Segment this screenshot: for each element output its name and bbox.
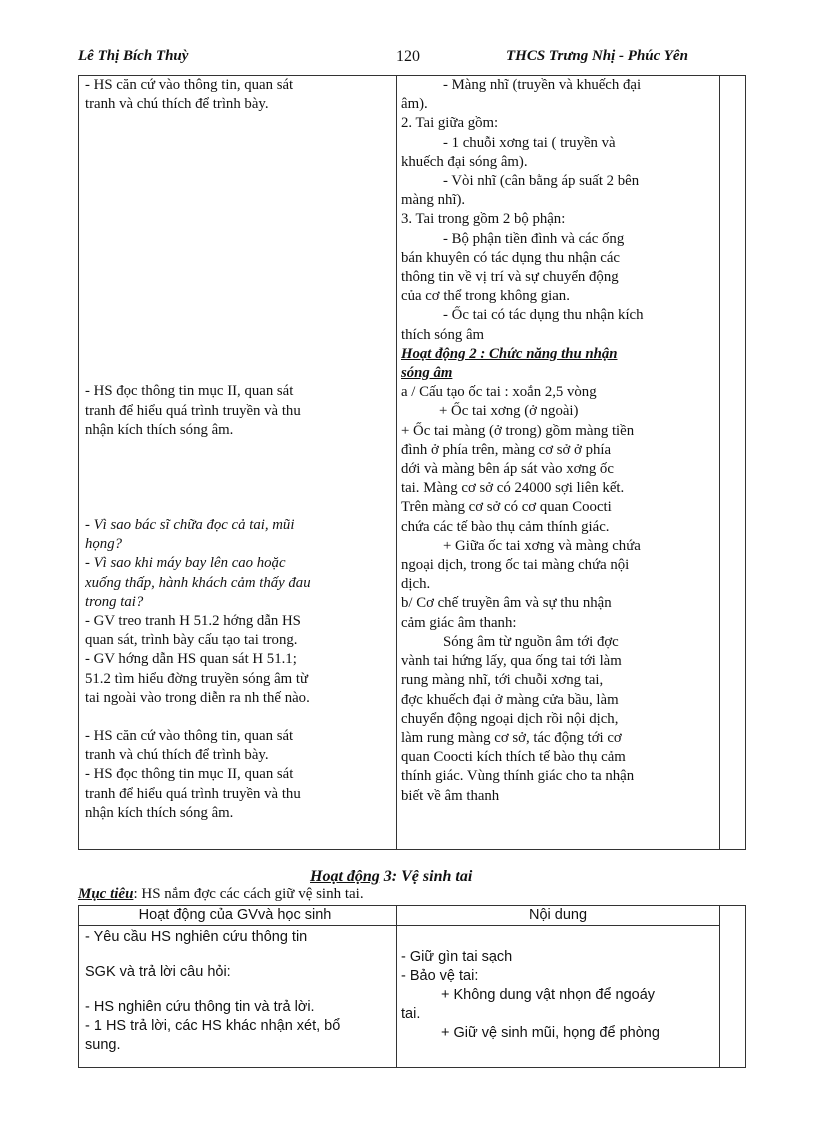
hygiene-table [78, 905, 746, 1068]
left-line: quan sát, trình bày cấu tạo tai trong. [85, 632, 298, 649]
section-3-objective [78, 886, 364, 903]
table2-right-line [719, 906, 720, 1067]
header-activity: Hoạt động của GVvà học sinh [138, 907, 332, 923]
right-line: + Giữa ốc tai xơng và màng chứa [443, 537, 641, 554]
right-line: - 1 chuỗi xơng tai ( truyền và [443, 134, 616, 151]
right-line: thính giác. Vùng thính giác cho ta nhận [401, 768, 635, 785]
t2-right-line: tai. [401, 1006, 421, 1022]
right-line: cảm giác âm thanh: [401, 614, 517, 631]
left-line: tranh và chú thích để trình bày. [85, 747, 269, 764]
left-line: trong tai? [85, 593, 144, 610]
right-line: + Ốc tai màng (ở trong) gồm màng tiền [401, 422, 635, 439]
right-line: - Ốc tai có tác dụng thu nhận kích [443, 307, 644, 324]
left-line: tranh và chú thích để trình bày. [85, 96, 269, 113]
left-line: - GV treo tranh H 51.2 hớng dẫn HS [85, 613, 301, 630]
left-line: - Vì sao khi máy bay lên cao hoặc [85, 555, 286, 572]
section-3-title-prefix: Hoạt động [310, 868, 380, 885]
right-line: bán khuyên có tác dụng thu nhận các [401, 249, 620, 266]
left-line: - HS đọc thông tin mục II, quan sát [85, 766, 294, 783]
t2-right-line: + Giữ vệ sinh mũi, họng để phòng [441, 1025, 660, 1041]
activity-2-heading: Hoạt động 2 : Chức năng thu nhận [401, 345, 618, 362]
section-3-title-suffix: 3: Vệ sinh tai [379, 868, 473, 885]
right-line: ngoại dịch, trong ốc tai màng chứa nội [401, 557, 630, 574]
right-line: tai. Màng cơ sở có 24000 sợi liên kết. [401, 480, 625, 497]
right-line: âm). [401, 96, 428, 113]
section-3-title [310, 868, 472, 886]
right-line: của cơ thể trong không gian. [401, 288, 570, 305]
t2-right-line: - Bảo vệ tai: [401, 968, 479, 984]
t2-left-line: sung. [85, 1037, 121, 1053]
right-line: thích sóng âm [401, 326, 485, 343]
right-line: Sóng âm từ nguồn âm tới đợc [443, 633, 619, 650]
right-line: - Vòi nhĩ (cân bằng áp suất 2 bên [443, 173, 640, 190]
right-line: 2. Tai giữa gồm: [401, 115, 499, 132]
left-line: tranh để hiểu quá trình truyền và thu [85, 785, 301, 802]
activity-2-heading-cont: sóng âm [401, 365, 453, 382]
left-line: 51.2 tìm hiểu đờng truyền sóng âm từ [85, 670, 308, 687]
left-line: - Vì sao bác sĩ chữa đọc cả tai, mũi [85, 517, 295, 534]
right-line: a / Cấu tạo ốc tai : xoắn 2,5 vòng [401, 384, 597, 401]
content-column [401, 76, 707, 806]
right-line: chuyển động ngoại dịch rồi nội dịch, [401, 710, 619, 727]
left-line: - HS căn cứ vào thông tin, quan sát [85, 728, 294, 745]
header-school: THCS Trưng Nhị - Phúc Yên [506, 48, 688, 64]
page-number: 120 [396, 48, 420, 65]
left-line: xuống thấp, hành khách cảm thấy đau [85, 574, 311, 591]
right-line: thông tin về vị trí và sự chuyển động [401, 269, 619, 286]
objective-text: : HS nắm đợc các cách giữ vệ sinh tai. [133, 886, 364, 902]
right-line: làm rung màng cơ sở, tác động tới cơ [401, 729, 622, 746]
right-line: màng nhĩ). [401, 192, 466, 209]
right-margin-line [719, 76, 720, 849]
right-line: vành tai hứng lấy, qua ống tai tới làm [401, 653, 622, 670]
t2-left-line: SGK và trả lời câu hỏi: [85, 964, 231, 980]
right-line: dới và màng bên áp sát vào xơng ốc [401, 461, 614, 478]
left-line: nhận kích thích sóng âm. [85, 804, 234, 821]
objective-label: Mục tiêu [78, 886, 134, 902]
left-line: - GV hớng dẫn HS quan sát H 51.1; [85, 651, 297, 668]
right-line: đình ở phía trên, màng cơ sở ở phía [401, 441, 612, 458]
hygiene-table-header [79, 906, 719, 926]
right-line: 3. Tai trong gồm 2 bộ phận: [401, 211, 566, 228]
right-line: - Bộ phận tiền đình và các ống [443, 230, 625, 247]
column-divider [396, 76, 397, 849]
right-line: đợc khuếch đại ở màng cửa bầu, làm [401, 691, 619, 708]
header-content: Nội dung [528, 907, 588, 923]
left-line: - HS căn cứ vào thông tin, quan sát [85, 77, 294, 93]
right-line: dịch. [401, 576, 431, 593]
t2-right-line: + Không dung vật nhọn để ngoáy [441, 987, 656, 1003]
left-line: tai ngoài vào trong diễn ra nh thế nào. [85, 689, 310, 706]
right-line: Trên màng cơ sở có cơ quan Coocti [401, 499, 612, 516]
right-line: khuếch đại sóng âm). [401, 153, 528, 170]
table2-divider [396, 906, 397, 1067]
right-line: rung màng nhĩ, tới chuỗi xơng tai, [401, 672, 604, 689]
t2-left-line: - HS nghiên cứu thông tin và trả lời. [85, 999, 315, 1015]
left-line: - HS đọc thông tin mục II, quan sát [85, 383, 294, 400]
right-line: - Màng nhĩ (truyền và khuếch đại [443, 77, 642, 93]
content-table [78, 75, 746, 850]
right-line: chứa các tế bào thụ cảm thính giác. [401, 518, 610, 535]
left-line: nhận kích thích sóng âm. [85, 421, 234, 438]
table2-right-cell [401, 948, 707, 1043]
t2-left-line: - Yêu cầu HS nghiên cứu thông tin [85, 929, 308, 945]
header-author: Lê Thị Bích Thuỳ [78, 48, 189, 64]
left-line: họng? [85, 536, 122, 553]
t2-right-line: - Giữ gìn tai sạch [401, 949, 513, 965]
right-line: biết về âm thanh [401, 787, 500, 804]
t2-left-line: - 1 HS trả lời, các HS khác nhận xét, bổ [85, 1018, 341, 1034]
right-line: b/ Cơ chế truyền âm và sự thu nhận [401, 595, 612, 612]
left-line: tranh để hiểu quá trình truyền và thu [85, 402, 301, 419]
right-line: + Ốc tai xơng (ở ngoài) [439, 403, 579, 420]
activity-column [85, 76, 389, 823]
right-line: quan Coocti kích thích tế bào thụ cảm [401, 749, 626, 766]
table2-left-cell [85, 928, 385, 1055]
